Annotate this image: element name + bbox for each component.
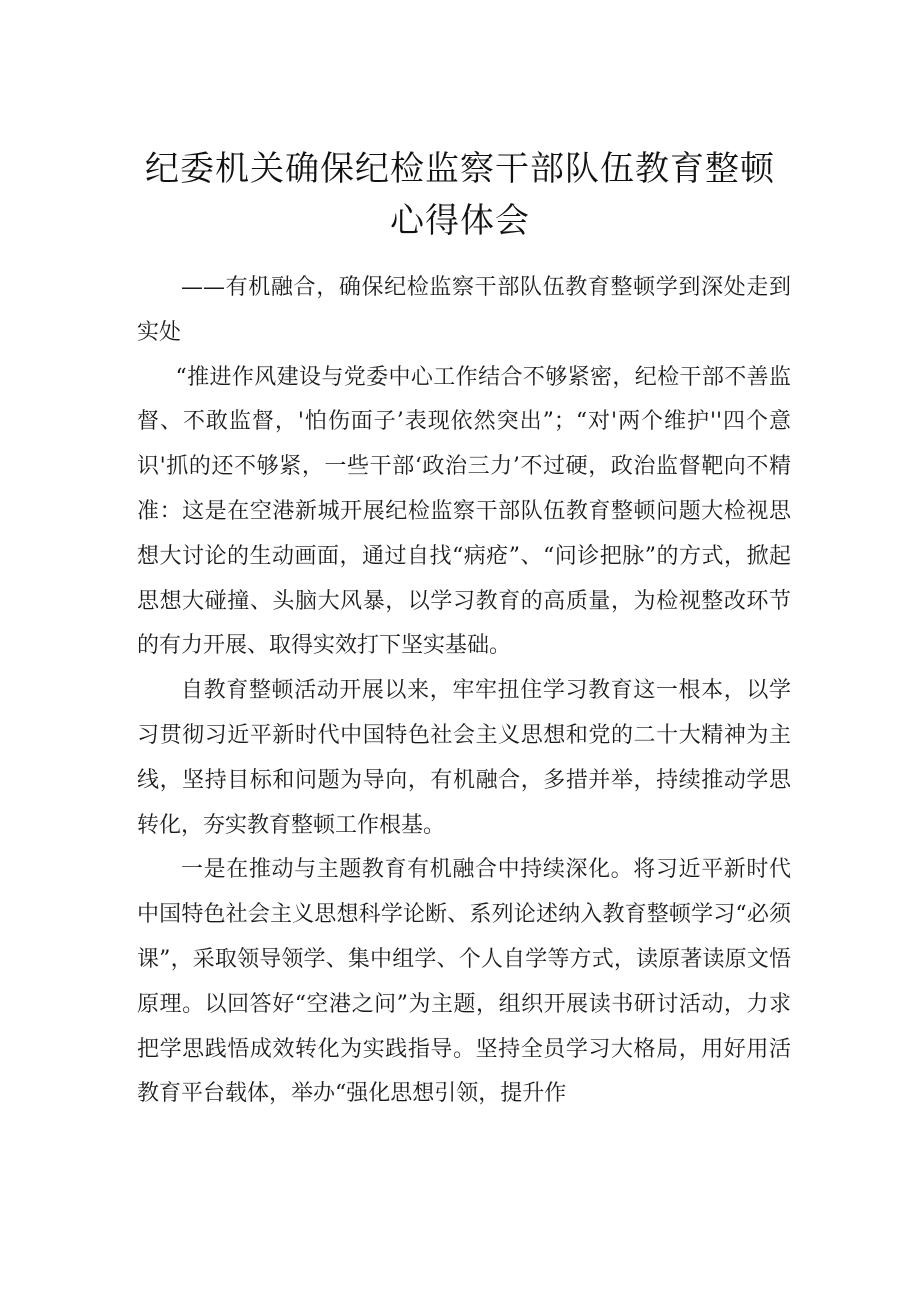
document-title-line-1: 纪委机关确保纪检监察干部队伍教育整顿 [145, 149, 775, 189]
document-body [137, 266, 791, 1117]
paragraph-2: 自教育整顿活动开展以来，牢牢扭住学习教育这一根本，以学习贯彻习近平新时代中国特色社会主义思想和党的二十大精神为主线，坚持目标和问题为导向，有机融合，多措并举，持续推动学思转化，夯实教育整顿工作根基。 [137, 678, 791, 838]
paragraph-3: 一是在推动与主题教育有机融合中持续深化。将习近平新时代中国特色社会主义思想科学论断、系列论述纳入教育整顿学习“必须课”，采取领导领学、集中组学、个人自学等方式，读原著读原文悟原理。以回答好“空港之问”为主题，组织开展读书研讨活动，力求把学思践悟成效转化为实践指导。坚持全员学习大格局，用好用活教育平台载体，举办“强化思想引领，提升作 [137, 857, 791, 1107]
document-subtitle: ——有机融合，确保纪检监察干部队伍教育整顿学到深处走到实处 [137, 275, 791, 345]
paragraph-1: “推进作风建设与党委中心工作结合不够紧密，纪检干部不善监督、不敢监督，'怕伤面子’表现依然突出”；“对'两个维护''四个意识'抓的还不够紧，一些干部‘政治三力’不过硬，政治监督靶向不精准：这是在空港新城开展纪检监察干部队伍教育整顿问题大检视思想大讨论的生动画面，通过自找“病疮”、“问诊把脉”的方式，掀起思想大碰撞、头脑大风暴，以学习教育的高质量，为检视整改环节的有力开展、取得实效打下坚实基础。 [137, 364, 791, 659]
document-title-line-2: 心得体会 [390, 201, 530, 241]
